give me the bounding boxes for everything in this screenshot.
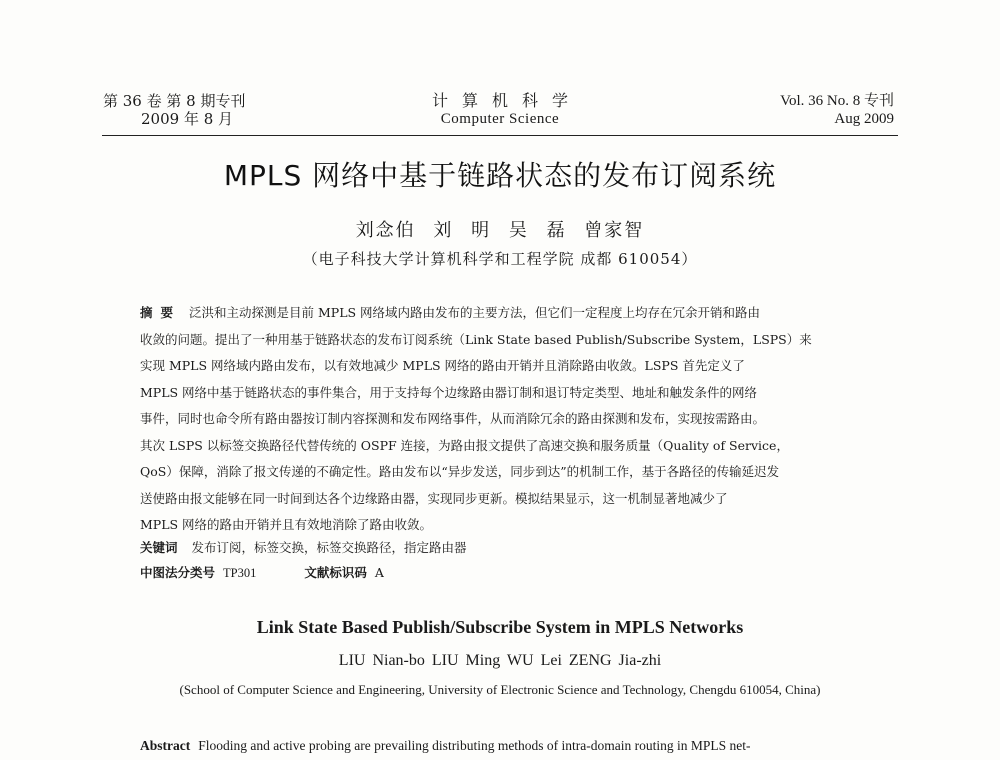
classification-value: TP301 — [223, 566, 257, 580]
affiliation-en: (School of Computer Science and Engineering, University of Electronic Science and Technology, Chengdu 610054, China) — [179, 682, 821, 697]
classification-label: 中图法分类号 — [140, 565, 216, 580]
affiliation-cn: （电子科技大学计算机科学和工程学院 成都 610054） — [302, 250, 698, 268]
classification — [140, 563, 384, 581]
volume-issue: 第 36 卷 第 8 期专刊 — [103, 92, 246, 110]
journal-name-en: Computer Science — [440, 111, 560, 127]
journal-name-cn: 计算机科学 — [431, 91, 582, 110]
publication-date-en: Aug 2009 — [834, 111, 894, 127]
abstract-cn-line: 实现 MPLS 网络域内路由发布，以有效地减少 MPLS 网络的路由开销并且消除路由收敛。LSPS 首先定义了 — [140, 358, 745, 373]
keywords-value: 发布订阅，标签交换，标签交换路径，指定路由器 — [191, 540, 467, 555]
abstract-cn-line: 收敛的问题。提出了一种用基于链路状态的发布订阅系统（Link State based Publish/Subscribe System，LSPS）来 — [140, 331, 812, 347]
abstract-en-text: Flooding and active probing are prevailing distributing methods of intra-domain routing in MPLS net- — [198, 738, 751, 753]
abstract-en — [140, 733, 870, 759]
abstract-cn-line: 其次 LSPS 以标签交换路径代替传统的 OSPF 连接，为路由报文提供了高速交换和服务质量（Quality of Service， — [140, 437, 789, 453]
abstract-cn-line: MPLS 网络的路由开销并且有效地消除了路由收敛。 — [140, 517, 433, 532]
abstract-cn-line: MPLS 网络中基于链路状态的事件集合，用于支持每个边缘路由器订制和退订特定类型、地址和触发条件的网络 — [140, 384, 758, 400]
abstract-cn-text: 泛洪和主动探测是目前 MPLS 网络域内路由发布的主要方法，但它们一定程度上均存在冗余开销和路由 — [189, 305, 761, 320]
abstract-cn-label: 摘要 — [140, 305, 182, 320]
abstract-cn — [140, 300, 870, 539]
document-code-label: 文献标识码 — [304, 565, 367, 580]
keywords-label: 关键词 — [140, 540, 178, 555]
authors-cn: 刘念伯 刘 明 吴 磊 曾家智 — [355, 220, 645, 241]
abstract-en-label: Abstract — [140, 738, 191, 753]
abstract-cn-line: 事件，同时也命令所有路由器按订制内容探测和发布网络事件，从而消除冗余的路由探测和发布，实现按需路由。 — [140, 411, 766, 426]
paper-title-en: Link State Based Publish/Subscribe System in MPLS Networks — [256, 617, 744, 637]
journal-volume-info-en — [780, 92, 894, 128]
publication-date: 2009 年 8 月 — [141, 110, 234, 128]
header-rule — [102, 135, 898, 136]
authors-en: LIU Nian-bo LIU Ming WU Lei ZENG Jia-zhi — [338, 652, 662, 669]
document-code-value: A — [374, 565, 384, 580]
volume-issue-en: Vol. 36 No. 8 专刊 — [780, 93, 894, 109]
keywords — [140, 538, 467, 556]
abstract-cn-line: 送使路由报文能够在同一时间到达各个边缘路由器，实现同步更新。模拟结果显示，这一机制显著地减少了 — [140, 490, 728, 506]
abstract-cn-line — [140, 300, 870, 327]
paper-title-cn: MPLS 网络中基于链路状态的发布订阅系统 — [223, 159, 777, 192]
abstract-cn-line: QoS）保障，消除了报文传递的不确定性。路由发布以“异步发送，同步到达”的机制工作，基于各路径的传输延迟发 — [140, 464, 780, 479]
